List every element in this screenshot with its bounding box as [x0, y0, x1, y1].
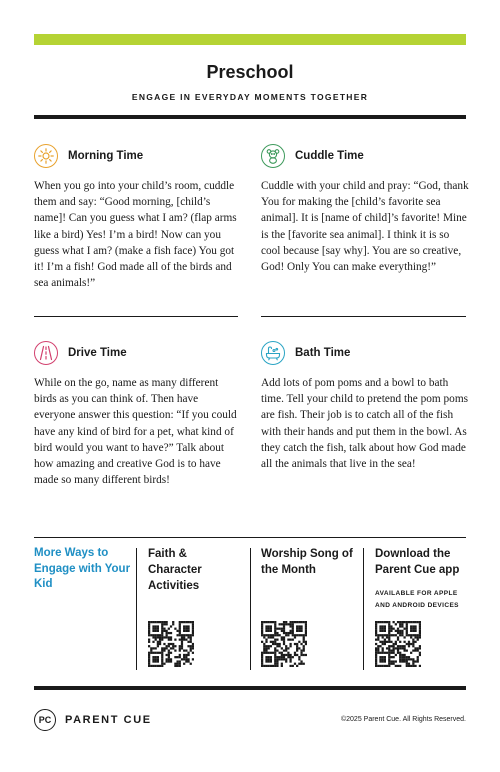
qr-code[interactable] — [148, 621, 194, 667]
card-morning-time — [34, 143, 242, 291]
qr-code[interactable] — [375, 621, 421, 667]
column-title: Download the Parent Cue app — [375, 548, 460, 576]
teddy-bear-icon — [261, 144, 285, 168]
page-subtitle: ENGAGE IN EVERYDAY MOMENTS TOGETHER — [131, 92, 369, 102]
worship-song-column — [261, 546, 356, 578]
card-title: Bath Time — [295, 347, 351, 359]
card-title: Morning Time — [68, 150, 144, 162]
column-title: Worship Song of the Month — [261, 548, 353, 576]
card-drive-time — [34, 340, 242, 488]
card-body: When you go into your child’s room, cuddle them and say: “Good morning, [child’s name]! Can you guess what I am? (flap arms like a bird) Yes! I’m a bird! Now can you guess what I am? (make a fish face) You got it! I’m a fish! God made all of the birds and sea animals!” — [34, 180, 237, 290]
sun-icon — [34, 144, 58, 168]
footer-rule — [34, 686, 466, 690]
pc-logo-mark: PC — [34, 709, 56, 731]
header-divider — [34, 115, 466, 119]
card-bath-time — [261, 340, 469, 472]
card-body: While on the go, name as many different birds as you can think of. Then have everyone answer this question: “If you could have any kind of bird for a pet, what kind of bird would you want to have?” Talk about how amazing and creative God is to have made so many different birds! — [34, 377, 237, 487]
faith-character-column — [148, 546, 243, 594]
bathtub-icon — [261, 341, 285, 365]
brand-name: PARENT CUE — [65, 714, 152, 726]
page-title: Preschool — [206, 62, 294, 82]
card-body: Cuddle with your child and pray: “God, thank You for making the [child’s favorite sea animal]. It is [name of child]’s favorite! Mine is the [favorite sea animal]. I think it is so cool because [say why]. You are so creative, God! Only You can make everything!” — [261, 180, 469, 274]
column-divider — [250, 548, 251, 670]
footer-divider — [34, 537, 466, 538]
availability-note: AVAILABLE FOR APPLE AND ANDROID DEVICES — [375, 590, 459, 609]
column-divider — [136, 548, 137, 670]
more-ways-heading: More Ways to Engage with Your Kid — [34, 547, 131, 590]
section-divider — [34, 316, 238, 317]
card-title: Cuddle Time — [295, 150, 364, 162]
copyright-text: ©2025 Parent Cue. All Rights Reserved. — [340, 716, 466, 723]
column-divider — [363, 548, 364, 670]
card-title: Drive Time — [68, 347, 127, 359]
parent-cue-logo[interactable] — [34, 709, 152, 731]
card-cuddle-time — [261, 143, 469, 275]
column-title: Faith & Character Activities — [148, 548, 202, 592]
road-icon — [34, 341, 58, 365]
section-divider — [261, 316, 466, 317]
card-body: Add lots of pom poms and a bowl to bath time. Tell your child to pretend the pom poms are fish. Their job is to catch all of the fish with their hands and put them in the bowl. As they catch the fish, talk about how God made all the animals that live in the sea! — [261, 377, 469, 471]
download-app-column — [375, 546, 470, 612]
accent-bar — [34, 34, 466, 45]
qr-code[interactable] — [261, 621, 307, 667]
